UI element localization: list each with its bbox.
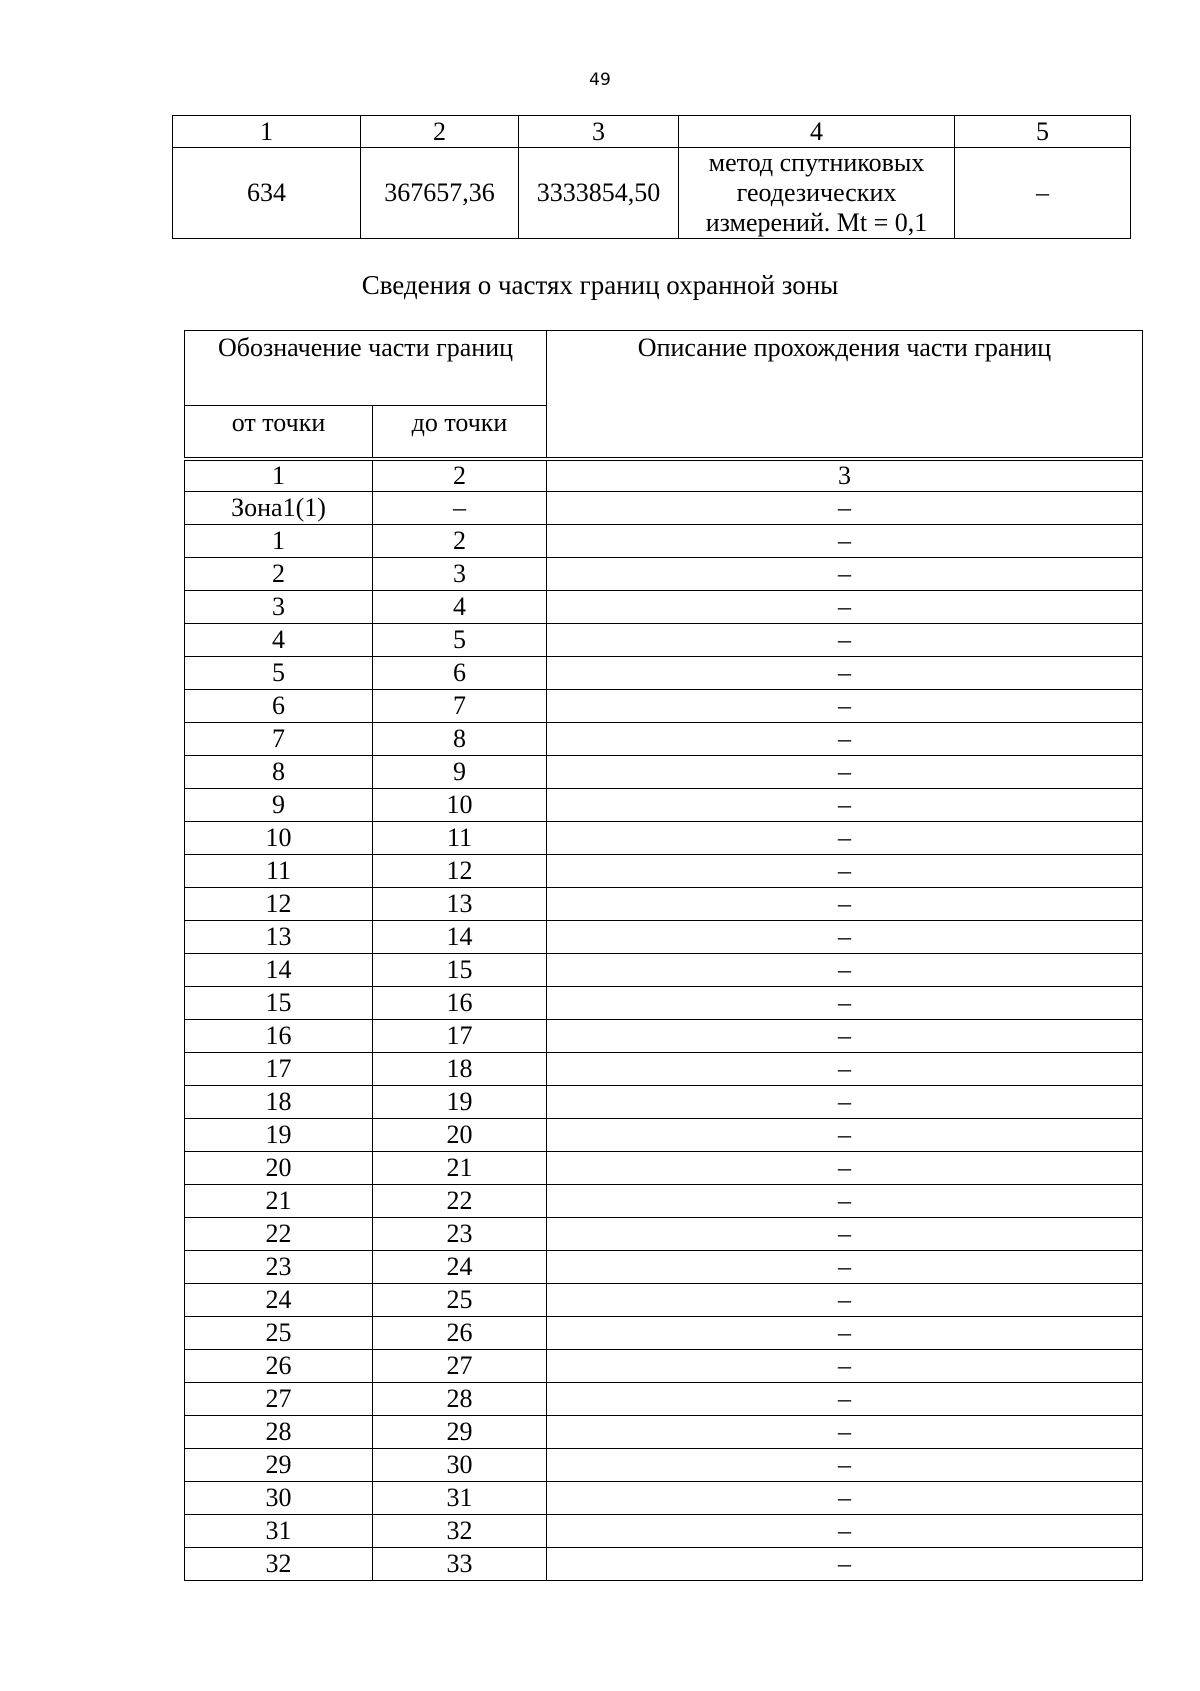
from-point-cell: 28 (185, 1416, 373, 1449)
to-point-cell: 5 (373, 624, 547, 657)
from-point-cell: 25 (185, 1317, 373, 1350)
description-cell: – (547, 492, 1143, 525)
description-cell: – (547, 1053, 1143, 1086)
x-coordinate-cell: 367657,36 (361, 148, 519, 239)
table-row (185, 657, 1143, 690)
from-point-cell: 4 (185, 624, 373, 657)
description-cell: – (547, 1317, 1143, 1350)
to-point-cell: 18 (373, 1053, 547, 1086)
table-row (185, 987, 1143, 1020)
to-point-cell: 3 (373, 558, 547, 591)
from-point-cell: 12 (185, 888, 373, 921)
section-title: Сведения о частях границ охранной зоны (361, 270, 839, 300)
from-point-cell: 13 (185, 921, 373, 954)
from-point-cell: 3 (185, 591, 373, 624)
from-point-cell: 20 (185, 1152, 373, 1185)
to-point-cell: 13 (373, 888, 547, 921)
to-point-cell: 4 (373, 591, 547, 624)
from-point-cell: 32 (185, 1548, 373, 1581)
description-cell: – (547, 954, 1143, 987)
to-point-cell: 27 (373, 1350, 547, 1383)
table-row (185, 1515, 1143, 1548)
description-cell: – (547, 855, 1143, 888)
description-cell: – (547, 1482, 1143, 1515)
description-cell: – (547, 1284, 1143, 1317)
table-row (185, 855, 1143, 888)
page-number: 49 (589, 70, 611, 90)
header-to-point: до точки (373, 406, 547, 458)
to-point-cell: 21 (373, 1152, 547, 1185)
to-point-cell: 8 (373, 723, 547, 756)
table-row (185, 723, 1143, 756)
table-row (185, 921, 1143, 954)
description-cell: – (955, 148, 1131, 239)
from-point-cell: 6 (185, 690, 373, 723)
coord-header-cell: 2 (361, 116, 519, 148)
description-cell: – (547, 1152, 1143, 1185)
from-point-cell: 14 (185, 954, 373, 987)
to-point-cell: 2 (373, 525, 547, 558)
to-point-cell: 6 (373, 657, 547, 690)
table-row (185, 1185, 1143, 1218)
description-cell: – (547, 987, 1143, 1020)
to-point-cell: 31 (373, 1482, 547, 1515)
to-point-cell: 16 (373, 987, 547, 1020)
method-line: измерений. Mt = 0,1 (705, 208, 928, 237)
table-row (185, 1383, 1143, 1416)
from-point-cell: 10 (185, 822, 373, 855)
description-cell: – (547, 1185, 1143, 1218)
to-point-cell: 14 (373, 921, 547, 954)
to-point-cell: 11 (373, 822, 547, 855)
to-point-cell: – (373, 492, 547, 525)
coord-header-cell: 5 (955, 116, 1131, 148)
to-point-cell: 12 (373, 855, 547, 888)
table-row (185, 822, 1143, 855)
description-cell: – (547, 624, 1143, 657)
description-cell: – (547, 789, 1143, 822)
from-point-cell: 5 (185, 657, 373, 690)
to-point-cell: 15 (373, 954, 547, 987)
table-row (185, 1284, 1143, 1317)
table-row (185, 591, 1143, 624)
from-point-cell: 31 (185, 1515, 373, 1548)
from-point-cell: 2 (185, 558, 373, 591)
table-row (185, 1218, 1143, 1251)
description-cell: – (547, 1020, 1143, 1053)
description-cell: – (547, 1416, 1143, 1449)
table-row (185, 1152, 1143, 1185)
header-designation: Обозначение части границ (185, 331, 547, 406)
to-point-cell: 19 (373, 1086, 547, 1119)
table-row (185, 1416, 1143, 1449)
to-point-cell: 32 (373, 1515, 547, 1548)
to-point-cell: 24 (373, 1251, 547, 1284)
description-cell: – (547, 1251, 1143, 1284)
table-row (185, 1053, 1143, 1086)
parts-header-row (185, 331, 1143, 406)
description-cell: – (547, 591, 1143, 624)
table-row (185, 1482, 1143, 1515)
to-point-cell: 17 (373, 1020, 547, 1053)
coordinates-table (172, 115, 1131, 239)
description-cell: – (547, 1086, 1143, 1119)
to-point-cell: 7 (373, 690, 547, 723)
header-description: Описание прохождения части границ (547, 331, 1143, 458)
from-point-cell: 22 (185, 1218, 373, 1251)
to-point-cell: 30 (373, 1449, 547, 1482)
from-point-cell: 23 (185, 1251, 373, 1284)
table-row (185, 624, 1143, 657)
description-cell: – (547, 558, 1143, 591)
to-point-cell: 26 (373, 1317, 547, 1350)
description-cell: – (547, 1449, 1143, 1482)
description-cell: – (547, 1218, 1143, 1251)
boundary-parts-table (184, 330, 1143, 1581)
description-cell: – (547, 690, 1143, 723)
from-point-cell: 19 (185, 1119, 373, 1152)
from-point-cell: 1 (185, 525, 373, 558)
description-cell: – (547, 1119, 1143, 1152)
column-number-row (185, 461, 1143, 492)
table-row (185, 690, 1143, 723)
description-cell: – (547, 1548, 1143, 1581)
from-point-cell: 11 (185, 855, 373, 888)
description-cell: – (547, 888, 1143, 921)
to-point-cell: 9 (373, 756, 547, 789)
from-point-cell: 21 (185, 1185, 373, 1218)
table-row (173, 148, 1131, 239)
description-cell: – (547, 525, 1143, 558)
description-cell: – (547, 822, 1143, 855)
coordinates-header-row (173, 116, 1131, 148)
column-number-cell: 1 (185, 461, 373, 492)
to-point-cell: 29 (373, 1416, 547, 1449)
table-row (185, 954, 1143, 987)
from-point-cell: 27 (185, 1383, 373, 1416)
table-row (185, 1119, 1143, 1152)
description-cell: – (547, 1350, 1143, 1383)
to-point-cell: 22 (373, 1185, 547, 1218)
header-from-point: от точки (185, 406, 373, 458)
from-point-cell: 17 (185, 1053, 373, 1086)
from-point-cell: 18 (185, 1086, 373, 1119)
method-line: геодезических (736, 178, 897, 207)
table-row (185, 1317, 1143, 1350)
from-point-cell: 26 (185, 1350, 373, 1383)
method-cell (679, 148, 955, 239)
table-row (185, 492, 1143, 525)
coord-header-cell: 1 (173, 116, 361, 148)
to-point-cell: 25 (373, 1284, 547, 1317)
description-cell: – (547, 1515, 1143, 1548)
coord-header-cell: 4 (679, 116, 955, 148)
to-point-cell: 10 (373, 789, 547, 822)
method-line: метод спутниковых (708, 148, 925, 177)
table-row (185, 789, 1143, 822)
table-row (185, 756, 1143, 789)
table-row (185, 1350, 1143, 1383)
from-point-cell: 9 (185, 789, 373, 822)
description-cell: – (547, 723, 1143, 756)
point-number-cell: 634 (173, 148, 361, 239)
table-row (185, 1548, 1143, 1581)
to-point-cell: 20 (373, 1119, 547, 1152)
table-row (185, 1251, 1143, 1284)
table-row (185, 558, 1143, 591)
table-row (185, 1086, 1143, 1119)
from-point-cell: 24 (185, 1284, 373, 1317)
column-number-cell: 2 (373, 461, 547, 492)
from-point-cell: 7 (185, 723, 373, 756)
from-point-cell: 29 (185, 1449, 373, 1482)
coord-header-cell: 3 (519, 116, 679, 148)
from-point-cell: 16 (185, 1020, 373, 1053)
to-point-cell: 33 (373, 1548, 547, 1581)
description-cell: – (547, 756, 1143, 789)
to-point-cell: 28 (373, 1383, 547, 1416)
table-row (185, 1449, 1143, 1482)
y-coordinate-cell: 3333854,50 (519, 148, 679, 239)
from-point-cell: 8 (185, 756, 373, 789)
description-cell: – (547, 1383, 1143, 1416)
description-cell: – (547, 921, 1143, 954)
to-point-cell: 23 (373, 1218, 547, 1251)
column-number-cell: 3 (547, 461, 1143, 492)
description-cell: – (547, 657, 1143, 690)
table-row (185, 525, 1143, 558)
from-point-cell: 30 (185, 1482, 373, 1515)
boundary-parts-rows (185, 492, 1143, 1581)
from-point-cell: 15 (185, 987, 373, 1020)
table-row (185, 1020, 1143, 1053)
from-point-cell: Зона1(1) (185, 492, 373, 525)
table-row (185, 888, 1143, 921)
